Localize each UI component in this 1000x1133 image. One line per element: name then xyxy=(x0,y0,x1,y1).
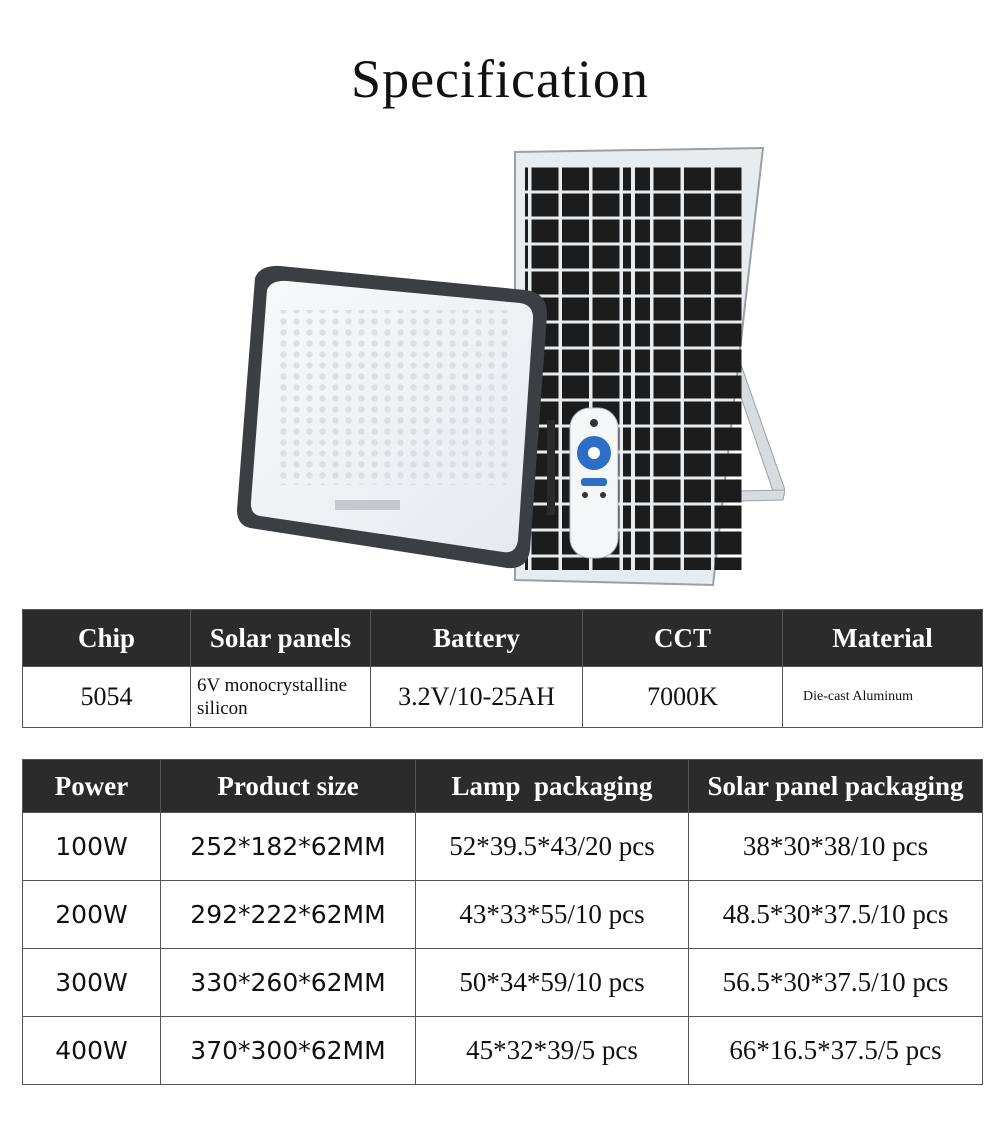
product-image xyxy=(225,140,785,600)
header-lamp-packaging: Lamp packaging xyxy=(416,760,689,813)
header-cct: CCT xyxy=(583,610,783,667)
spec-value-row xyxy=(23,667,983,728)
page-title: Specification xyxy=(351,49,649,109)
table-row xyxy=(23,1017,983,1085)
row-lamp-packaging: 52*39.5*43/20 pcs xyxy=(416,813,689,881)
row-solar-panel-packaging: 66*16.5*37.5/5 pcs xyxy=(689,1017,983,1085)
table-row xyxy=(23,813,983,881)
row-power: 200W xyxy=(23,881,161,949)
header-solar-panels: Solar panels xyxy=(191,610,371,667)
header-chip: Chip xyxy=(23,610,191,667)
row-power: 400W xyxy=(23,1017,161,1085)
row-solar-panel-packaging: 56.5*30*37.5/10 pcs xyxy=(689,949,983,1017)
header-power: Power xyxy=(23,760,161,813)
header-battery: Battery xyxy=(371,610,583,667)
row-product-size: 330*260*62MM xyxy=(161,949,416,1017)
row-power: 100W xyxy=(23,813,161,881)
header-solar-panel-packaging: Solar panel packaging xyxy=(689,760,983,813)
row-product-size: 370*300*62MM xyxy=(161,1017,416,1085)
row-product-size: 292*222*62MM xyxy=(161,881,416,949)
row-lamp-packaging: 50*34*59/10 pcs xyxy=(416,949,689,1017)
size-table xyxy=(22,759,983,1085)
header-material: Material xyxy=(783,610,983,667)
header-product-size: Product size xyxy=(161,760,416,813)
value-chip: 5054 xyxy=(23,667,191,728)
row-product-size: 252*182*62MM xyxy=(161,813,416,881)
table-row xyxy=(23,949,983,1017)
spec-table xyxy=(22,609,983,728)
solar-panel-icon xyxy=(515,148,763,585)
size-header-row xyxy=(23,760,983,813)
row-solar-panel-packaging: 48.5*30*37.5/10 pcs xyxy=(689,881,983,949)
value-cct: 7000K xyxy=(583,667,783,728)
remote-icon xyxy=(570,408,618,558)
value-battery: 3.2V/10-25AH xyxy=(371,667,583,728)
row-solar-panel-packaging: 38*30*38/10 pcs xyxy=(689,813,983,881)
flood-light-icon xyxy=(237,266,555,568)
table-row xyxy=(23,881,983,949)
row-power: 300W xyxy=(23,949,161,1017)
value-solar-panels: 6V monocrystalline silicon xyxy=(191,667,371,728)
spec-header-row xyxy=(23,610,983,667)
row-lamp-packaging: 43*33*55/10 pcs xyxy=(416,881,689,949)
row-lamp-packaging: 45*32*39/5 pcs xyxy=(416,1017,689,1085)
value-material: Die-cast Aluminum xyxy=(783,667,983,728)
